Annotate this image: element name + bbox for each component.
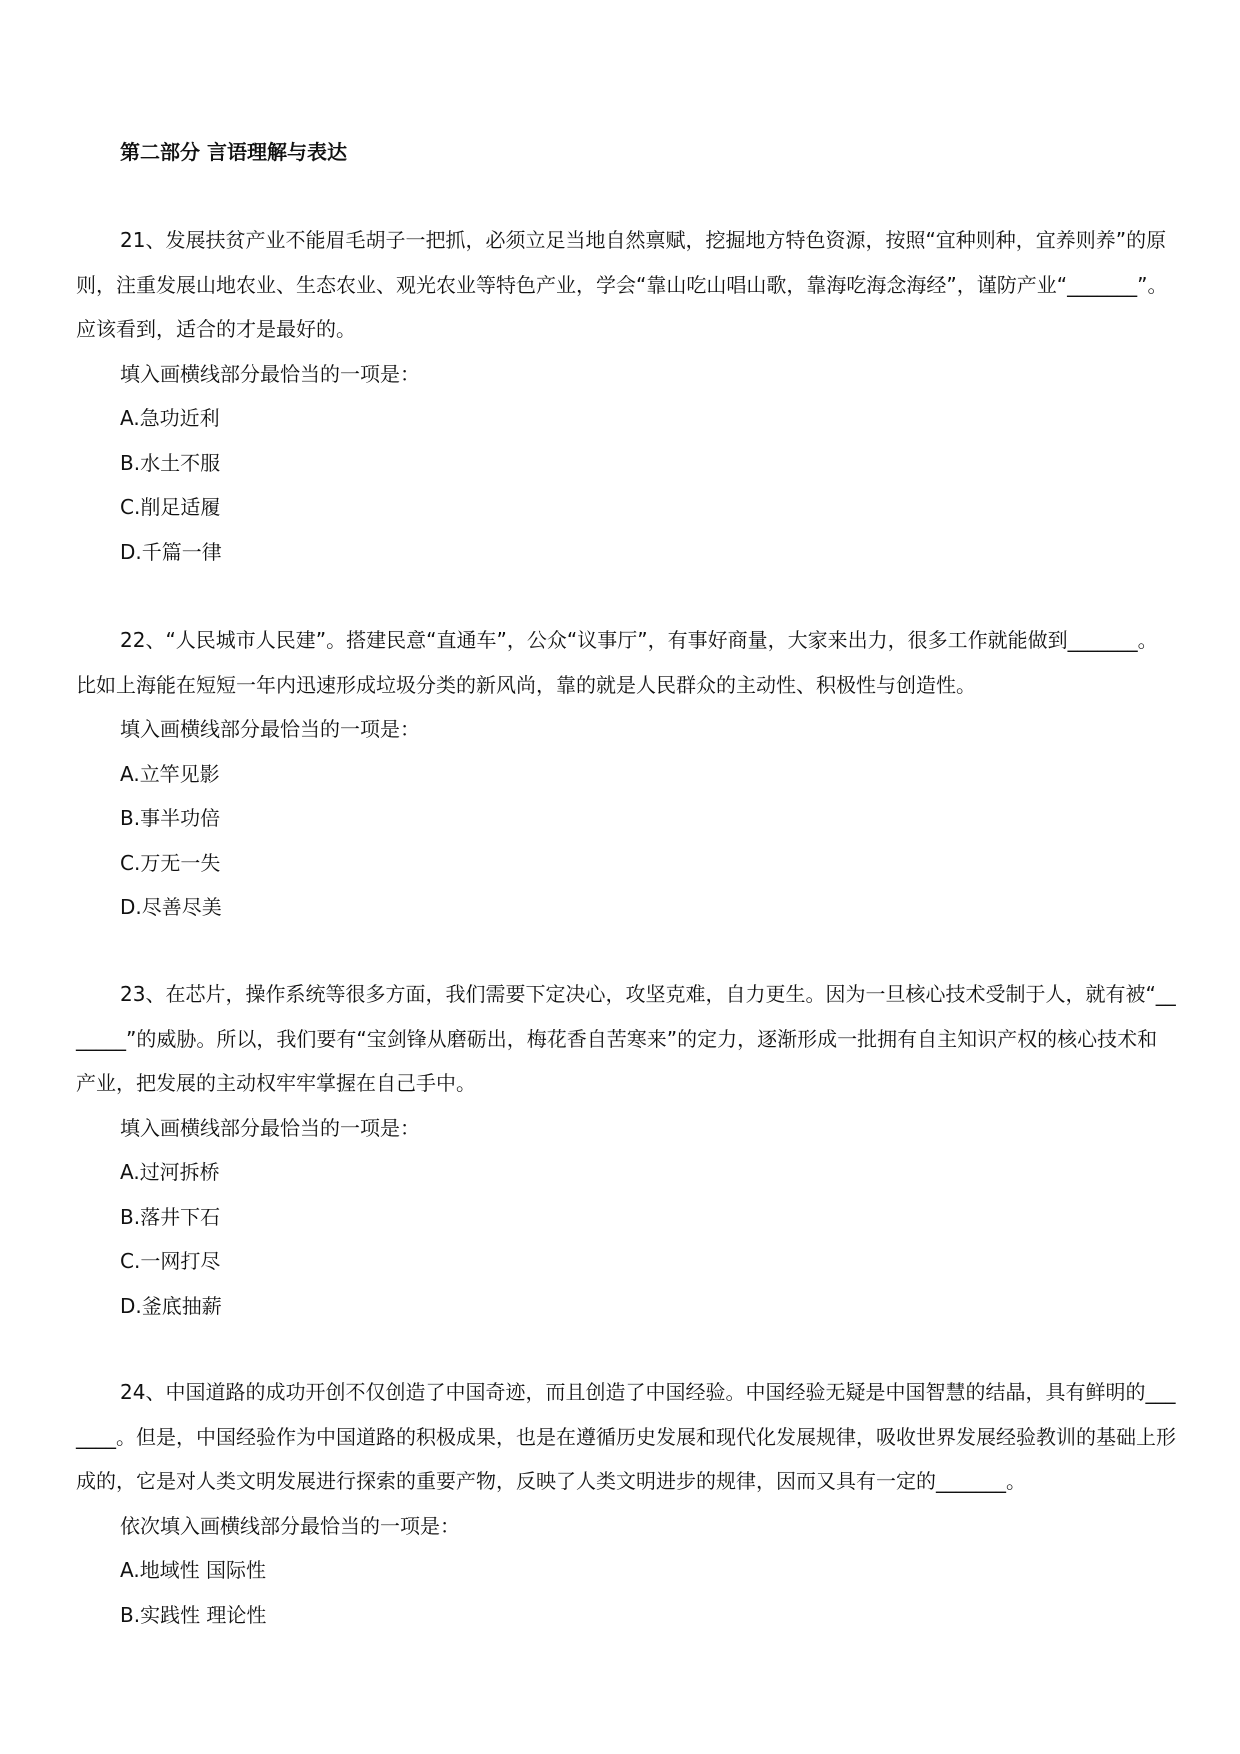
section-title: 第二部分 言语理解与表达 [120,140,347,164]
option-c: C.一网打尽 [120,1249,221,1273]
question-prompt: 填入画横线部分最恰当的一项是： [120,361,420,386]
option-b: B.实践性 理论性 [120,1602,267,1627]
question-22 [76,618,1176,930]
question-text: 23、在芯片，操作系统等很多方面，我们需要下定决心，攻坚克难，自力更生。因为一旦核心技术受制于人，就有被“_______”的威胁。所以，我们要有“宝剑锋从磨砺出，梅花香自苦寒来”的定力，逐渐形成一批拥有自主知识产权的核心技术和产业，把发展的主动权牢牢掌握在自己手中。 [76,982,1176,1095]
question-24 [76,1370,1176,1637]
option-c: C.万无一失 [120,850,221,875]
question-text: 24、中国道路的成功开创不仅创造了中国奇迹，而且创造了中国经验。中国经验无疑是中国智慧的结晶，具有鲜明的_______。但是，中国经验作为中国道路的积极成果，也是在遵循历史发展和现代化发展规律，吸收世界发展经验教训的基础上形成的，它是对人类文明发展进行探索的重要产物，反映了人类文明进步的规律，因而又具有一定的_______。 [76,1380,1176,1493]
option-b: B.水土不服 [120,450,221,475]
option-b: B.事半功倍 [120,806,221,830]
option-d: D.千篇一律 [120,539,222,564]
question-23 [76,972,1176,1328]
question-prompt: 依次填入画横线部分最恰当的一项是： [120,1513,460,1538]
option-d: D.釜底抽薪 [120,1293,222,1318]
option-a: A.急功近利 [120,406,220,430]
option-a: A.立竿见影 [120,761,220,786]
option-a: A.过河拆桥 [120,1160,220,1184]
option-d: D.尽善尽美 [120,895,222,919]
option-c: C.削足适履 [120,495,221,519]
question-21 [76,218,1176,574]
question-text: 22、“人民城市人民建”。搭建民意“直通车”，公众“议事厅”，有事好商量，大家来出力，很多工作就能做到_______。比如上海能在短短一年内迅速形成垃圾分类的新风尚，靠的就是人民群众的主动性、积极性与创造性。 [76,628,1158,697]
question-text: 21、发展扶贫产业不能眉毛胡子一把抓，必须立足当地自然禀赋，挖掘地方特色资源，按照“宜种则种，宜养则养”的原则，注重发展山地农业、生态农业、观光农业等特色产业，学会“靠山吃山唱山歌，靠海吃海念海经”，谨防产业“_______”。应该看到，适合的才是最好的。 [76,228,1168,341]
question-prompt: 填入画横线部分最恰当的一项是： [120,1115,420,1140]
option-a: A.地域性 国际性 [120,1558,267,1582]
option-b: B.落井下石 [120,1204,221,1229]
question-prompt: 填入画横线部分最恰当的一项是： [120,717,420,741]
